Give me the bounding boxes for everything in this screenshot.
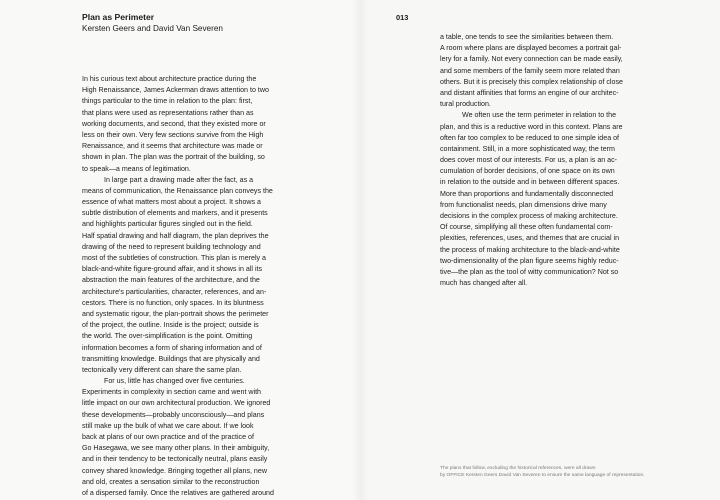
text-line: Half spatial drawing and half diagram, the plan deprives the [82,231,269,240]
text-line: little impact on our own architectural production. We ignored [82,399,271,408]
text-line: decisions in the complex process of making architecture. [440,212,618,220]
text-line: For us, little has changed over five centuries. [104,377,245,386]
text-line: of the project, the outline. Inside is the project; outside is [82,321,259,330]
text-line: subtle distribution of elements and markers, and it presents [82,209,268,218]
text-line: these developments—probably unconsciously—and plans [82,410,265,419]
right-body-text [440,32,623,289]
right-page [360,0,720,500]
text-line: less on their own. Very few sections survive from the High [82,130,264,139]
text-line: of a dispersed family. Once the relatives are gathered around [82,488,274,497]
text-line: often far too complex to be reduced to one simple idea of [440,133,620,142]
text-line: by OFFICE Kersten Geers David Van Severen to ensure the same language of representation. [440,473,645,478]
text-line: and systematic rigour, the plan-portrait shows the perimeter [82,309,269,318]
text-line: working documents, and second, that they existed more or [82,119,266,128]
text-line: most of the subtleties of construction. This plan is merely a [82,254,266,262]
text-line: High Renaissance, James Ackerman draws attention to two [82,86,269,95]
text-line: More than proportions and fundamentally disconnected [440,189,614,198]
text-line: plan, and this is a reductive word in this context. Plans are [440,122,623,131]
text-line: in relation to the outside and in between different spaces. [440,178,620,187]
text-line: and highlights particular figures singled out in the field. [82,220,253,229]
text-line: and old, creates a sensation similar to the reconstruction [82,477,260,486]
book-gutter [352,0,368,500]
text-line: tural production. [440,100,491,109]
text-line: and some members of the family seem more related than [440,66,620,75]
text-line: architecture's particularities, character, references, and an- [82,287,267,296]
text-line: essence of what matters most about a project. It shows a [82,198,262,207]
text-line: black-and-white figure-ground affair, and it shows in all its [82,265,263,274]
text-line: means of communication, the Renaissance plan conveys the [82,186,273,195]
text-line: still make up the bulk of what we care about. If we look [82,421,254,430]
text-line: that plans were used as representations rather than as [82,108,254,117]
text-line: Of course, simplifying all these often fundamental com- [440,223,613,232]
text-line: a table, one tends to see the similarities between them. [440,33,614,41]
text-line: Go Hasegawa, we see many other plans. In their ambiguity, [82,444,270,453]
text-line: In large part a drawing made after the fact, as a [104,175,254,184]
text-line: plexities, references, uses, and themes that are crucial in [440,234,620,243]
figure-caption [440,465,645,479]
text-line: convey shared knowledge. Bringing together all plans, new [82,466,267,475]
text-line: drawing of the need to represent building technology and [82,242,261,251]
text-line: cumulation of border decisions, of one space on its own [440,167,615,176]
text-line: from functionalist needs, plan dimensions drive many [440,200,607,209]
text-line: containment. Still, in a more sophisticated way, the term [440,144,615,153]
text-line: tectonically very different can share the same plan. [82,365,242,374]
text-line: tive—the plan as the tool of witty communication? Not so [440,267,619,276]
text-line: In his curious text about architecture practice during the [82,75,257,83]
text-line: the process of making architecture to the black-and-white [440,245,620,254]
text-line: Renaissance, and it seems that architecture was made or [82,142,263,151]
text-line: and in their tendency to be tectonically neutral, plans easily [82,455,268,464]
text-line: Experiments in complexity in section came and went with [82,388,261,397]
text-line: information becomes a form of sharing information and of [82,343,262,352]
text-line: lery for a family. Not every connection can be made easily, [440,55,623,64]
page-number: 013 [396,13,409,22]
text-line: cestors. There is no function, only spaces. In its bluntness [82,298,264,307]
text-line: two-dimensionality of the plan figure seems highly reduc- [440,256,619,265]
text-line: abstraction the main features of the architecture, and the [82,276,260,285]
text-line: back at plans of our own practice and of the practice of [82,433,254,441]
text-line: much has changed after all. [440,279,528,288]
text-line: others. But it is precisely this complex relationship of close [440,77,623,86]
text-line: shown in plan. The plan was the portrait of the building, so [82,153,265,162]
text-line: We often use the term perimeter in relation to the [462,111,617,120]
text-line: the world. The over-simplification is the point. Omitting [82,332,253,341]
essay-title: Plan as Perimeter [82,12,155,22]
left-body-text [82,74,274,499]
essay-authors: Kersten Geers and David Van Severen [82,24,223,33]
text-line: and distant affinities that forms an engine of our architec- [440,88,619,97]
text-line: to speak—a means of legitimation. [82,164,191,173]
text-line: does cover most of our interests. For us, a plan is an ac- [440,156,618,165]
text-line: things particular to the time in relation to the plan: first, [82,97,253,106]
text-line: The plans that follow, excluding the historical references, were all drawn [440,466,596,471]
text-line: transmitting knowledge. Buildings that are physically and [82,354,260,363]
text-line: A room where plans are displayed becomes a portrait gal- [440,44,622,53]
